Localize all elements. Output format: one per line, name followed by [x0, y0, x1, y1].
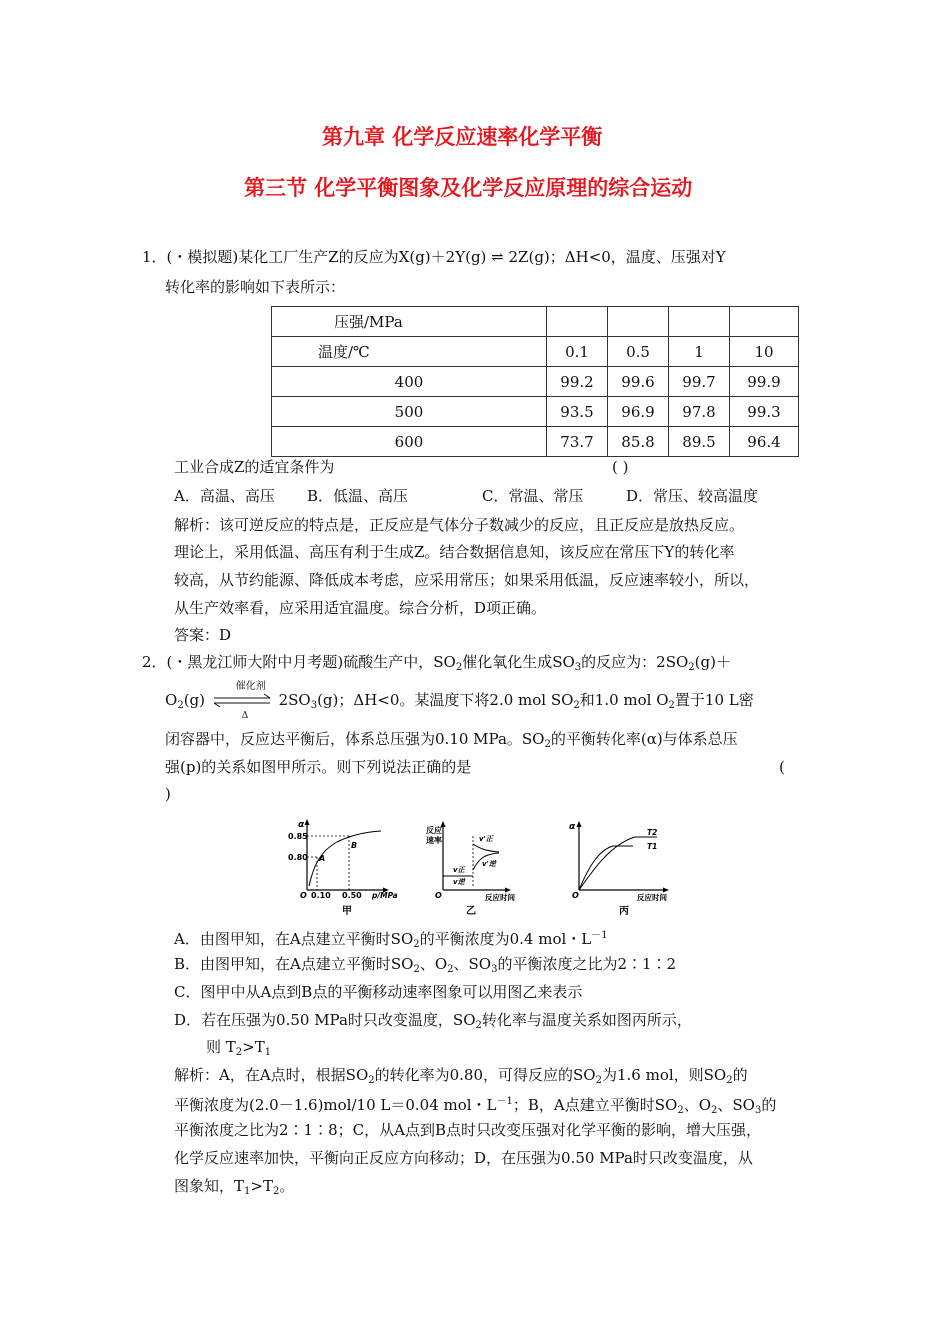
yi-origin: O [435, 891, 442, 900]
bing-ylabel: α [569, 822, 576, 832]
bing-origin: O [572, 891, 579, 900]
q2-analysis-line: 平衡浓度为(2.0－1.6)mol/10 L＝0.04 mol・$L^{-1}$；B，A点建立平衡时$SO_2$、$O_2$、$SO_3$的 [174, 1096, 777, 1116]
table-row-temp: 500 [272, 397, 547, 427]
table-row-temp: 400 [272, 367, 547, 397]
section-title: 第三节 化学平衡图象及化学反应原理的综合运动 [244, 176, 693, 200]
q1-analysis-line: 较高，从节约能源、降低成本考虑，应采用常压；如果采用低温，反应速率较小，所以， [174, 571, 760, 589]
q1-answer-paren: ( ) [612, 458, 629, 476]
q2-option-b: B．由图甲知，在A点建立平衡时$SO_2$、$O_2$、$SO_3$的平衡浓度之比为2∶1∶2 [174, 955, 677, 975]
q2-stem-line1: 2．(・黑龙江师大附中月考题)硫酸生产中，$SO_2$催化氧化生成$SO_3$的反应为：$2SO_2(g)+$ [142, 653, 731, 673]
table-header-temp: 温度/℃ [272, 337, 547, 367]
q2-analysis-line: 化学反应速率加快，平衡向正反应方向移动；D，在压强为0.50 MPa时只改变温度，从 [174, 1149, 753, 1167]
jia-point-a: A [319, 854, 326, 863]
table-cell: 99.9 [730, 367, 799, 397]
figure-panel [285, 816, 695, 920]
q1-stem-line1: 1．(・模拟题)某化工厂生产Z的反应为X(g)＋2Y(g) ⇌ 2Z(g)；ΔH<0，温度、压强对Y [142, 248, 726, 266]
table-row-temp: 600 [272, 427, 547, 457]
q1-option-b: B．低温、高压 [307, 487, 409, 505]
q2-option-d: D．若在压强为0.50 MPa时只改变温度，$SO_2$转化率与温度关系如图丙所示， [174, 1011, 692, 1031]
q1-analysis-line: 理论上，采用低温、高压有利于生成Z。结合数据信息知，该反应在常压下Y的转化率 [174, 543, 735, 561]
yi-label: v'逆 [482, 860, 496, 868]
yi-label: v'正 [479, 835, 493, 843]
q2-paren-open: ( [779, 758, 785, 776]
jia-point-b: B [351, 841, 358, 850]
table-cell: 99.3 [730, 397, 799, 427]
q1-option-c: C．常温、常压 [482, 487, 584, 505]
q1-stem-line2: 转化率的影响如下表所示： [165, 278, 346, 296]
jia-ylabel: α [298, 820, 305, 830]
pressure-temperature-table [271, 306, 799, 457]
figure-jia [288, 819, 398, 917]
q2-option-d-cont: 则 $T_2>T_1$ [206, 1038, 272, 1058]
equilibrium-arrow-icon: 催化剂 Δ [210, 691, 274, 711]
table-cell: 0.5 [608, 337, 669, 367]
q2-option-c: C．图甲中从A点到B点的平衡移动速率图象可以用图乙来表示 [174, 983, 583, 1001]
table-cell: 99.2 [547, 367, 608, 397]
q2-stem-line4: 强(p)的关系如图甲所示。则下列说法正确的是 [165, 758, 472, 776]
chapter-title: 第九章 化学反应速率化学平衡 [322, 125, 603, 149]
table-cell: 99.7 [669, 367, 730, 397]
bing-label-t1: T1 [647, 842, 658, 851]
table-cell: 99.6 [608, 367, 669, 397]
yi-label: v逆 [453, 878, 465, 886]
yi-ylabel: 反应 [426, 826, 442, 835]
jia-xlabel: p/MPa [372, 891, 398, 900]
figure-bing [569, 821, 669, 917]
table-cell: 0.1 [547, 337, 608, 367]
figure-yi [426, 821, 515, 917]
q1-analysis-line: 从生产效率看，应采用适宜温度。综合分析，D项正确。 [174, 599, 547, 617]
q1-analysis-line: 解析：该可逆反应的特点是，正反应是气体分子数减少的反应，且正反应是放热反应。 [174, 516, 745, 534]
table-cell: 73.7 [547, 427, 608, 457]
table-cell: 85.8 [608, 427, 669, 457]
q1-question: 工业合成Z的适宜条件为 [174, 458, 335, 476]
jia-caption: 甲 [342, 906, 352, 917]
table-cell: 89.5 [669, 427, 730, 457]
bing-label-t2: T2 [647, 828, 658, 837]
yi-caption: 乙 [466, 906, 476, 917]
bing-xlabel: 反应时间 [637, 893, 667, 902]
table-cell: 93.5 [547, 397, 608, 427]
q2-stem-line3: 闭容器中，反应达平衡后，体系总压强为0.10 MPa。$SO_2$的平衡转化率(α)与体系总压 [165, 730, 738, 750]
q2-analysis-line: 解析：A，在A点时，根据$SO_2$的转化率为0.80，可得反应的$SO_2$为1.6 mol，则$SO_2$的 [174, 1066, 748, 1086]
table-cell: 96.4 [730, 427, 799, 457]
q2-option-a: A．由图甲知，在A点建立平衡时$SO_2$的平衡浓度为0.4 mol・$L^{-1}$ [174, 930, 608, 950]
q2-analysis-line: 平衡浓度之比为2∶1∶8；C，从A点到B点时只改变压强对化学平衡的影响，增大压强， [174, 1121, 761, 1139]
table-cell: 97.8 [669, 397, 730, 427]
jia-ytick: 0.80 [288, 853, 308, 862]
table-cell: 1 [669, 337, 730, 367]
yi-label: v正 [453, 866, 465, 874]
jia-origin: O [300, 891, 307, 900]
jia-ytick: 0.85 [288, 832, 308, 841]
q2-analysis-line: 图象知，$T_1>T_2$。 [174, 1177, 295, 1197]
q2-stem-line2: $O_2(g)$ 催化剂 Δ $2SO_3(g)$；ΔH<0。某温度下将2.0 mol $SO_2$和1.0 mol $O_2$置于10 L密 [165, 681, 754, 721]
yi-xlabel: 反应时间 [485, 893, 515, 902]
table-cell: 96.9 [608, 397, 669, 427]
q2-paren-close: ) [165, 785, 171, 803]
table-cell: 10 [730, 337, 799, 367]
q1-option-a: A．高温、高压 [174, 487, 275, 505]
q1-option-d: D．常压、较高温度 [626, 487, 759, 505]
bing-caption: 丙 [619, 906, 629, 917]
yi-ylabel: 速率 [426, 836, 442, 845]
table-header-pressure: 压强/MPa [272, 307, 547, 337]
q1-answer: 答案：D [174, 626, 232, 644]
jia-xtick: 0.50 [342, 891, 362, 900]
jia-xtick: 0.10 [311, 891, 331, 900]
